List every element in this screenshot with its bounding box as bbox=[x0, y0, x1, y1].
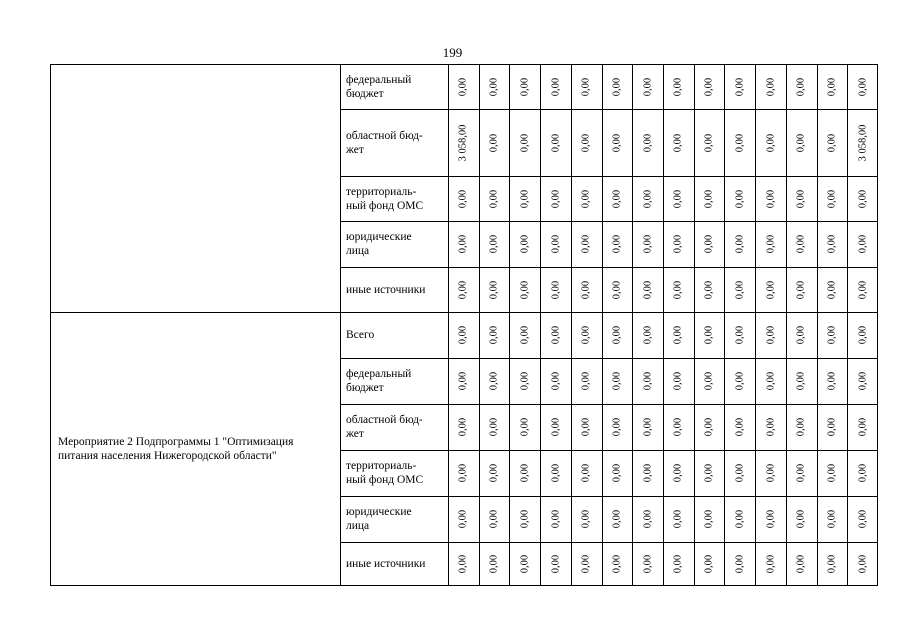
value-cell: 0,00 bbox=[826, 463, 838, 483]
value-cell: 0,00 bbox=[765, 325, 776, 345]
value-cell: 0,00 bbox=[642, 554, 654, 574]
value-cell: 0,00 bbox=[765, 234, 776, 254]
value-cell: 0,00 bbox=[672, 371, 684, 391]
value-cell: 0,00 bbox=[642, 509, 654, 529]
value-cell: 0,00 bbox=[672, 280, 684, 299]
value-cell: 0,00 bbox=[580, 280, 592, 299]
measure-label: федеральный bbox=[346, 368, 412, 380]
value-cell: 0,00 bbox=[672, 554, 684, 574]
value-cell: 0,00 bbox=[734, 554, 746, 574]
measure-label: иные источники bbox=[346, 283, 426, 296]
value-cell: 0,00 bbox=[611, 554, 623, 574]
column-divider bbox=[694, 64, 695, 586]
value-cell: 0,00 bbox=[488, 77, 500, 96]
value-cell: 0,00 bbox=[672, 77, 684, 96]
value-cell: 0,00 bbox=[703, 280, 715, 299]
value-cell: 0,00 bbox=[672, 234, 684, 254]
value-cell: 0,00 bbox=[642, 463, 654, 483]
value-cell: 0,00 bbox=[703, 509, 715, 529]
value-cell: 0,00 bbox=[765, 463, 776, 483]
budget-table bbox=[50, 64, 878, 586]
value-cell: 0,00 bbox=[611, 371, 623, 391]
value-cell: 0,00 bbox=[672, 417, 684, 437]
column-divider bbox=[663, 64, 664, 586]
value-cell: 0,00 bbox=[580, 133, 592, 152]
row-divider bbox=[340, 109, 878, 110]
value-cell: 0,00 bbox=[550, 509, 561, 529]
value-cell: 0,00 bbox=[550, 280, 561, 299]
value-cell: 0,00 bbox=[765, 133, 776, 152]
value-cell: 0,00 bbox=[795, 371, 807, 391]
column-divider bbox=[724, 64, 725, 586]
measure-label: территориаль- bbox=[346, 185, 417, 198]
value-cell: 0,00 bbox=[826, 371, 838, 391]
value-cell: 0,00 bbox=[580, 417, 592, 437]
value-cell: 0,00 bbox=[734, 325, 746, 345]
row-divider bbox=[340, 496, 878, 497]
table-border-top bbox=[50, 64, 878, 65]
page-number: 199 bbox=[442, 45, 463, 60]
value-cell: 0,00 bbox=[703, 234, 715, 254]
measure-label: федеральный bbox=[346, 73, 412, 86]
value-cell: 0,00 bbox=[857, 280, 869, 299]
value-cell: 0,00 bbox=[580, 509, 592, 529]
value-cell: 0,00 bbox=[734, 280, 746, 299]
value-cell: 0,00 bbox=[734, 234, 746, 254]
value-cell: 0,00 bbox=[765, 371, 776, 391]
value-cell: 0,00 bbox=[550, 133, 561, 152]
value-cell: 0,00 bbox=[857, 463, 869, 483]
measure-label: иные источники bbox=[346, 558, 426, 570]
row-divider bbox=[340, 267, 878, 268]
value-cell: 3 058,00 bbox=[457, 124, 469, 161]
value-cell: 0,00 bbox=[488, 371, 500, 391]
value-cell: 0,00 bbox=[826, 417, 838, 437]
value-cell: 0,00 bbox=[611, 463, 623, 483]
value-cell: 0,00 bbox=[672, 325, 684, 345]
value-cell: 0,00 bbox=[519, 371, 531, 391]
value-cell: 0,00 bbox=[611, 77, 623, 96]
value-cell: 0,00 bbox=[457, 463, 469, 483]
value-cell: 0,00 bbox=[642, 371, 654, 391]
section-label: питания населения Нижегородской области" bbox=[58, 450, 277, 462]
measure-label: бюджет bbox=[346, 382, 384, 394]
value-cell: 0,00 bbox=[703, 325, 715, 345]
value-cell: 0,00 bbox=[550, 371, 561, 391]
value-cell: 0,00 bbox=[765, 509, 776, 529]
measure-label: областной бюд- bbox=[346, 414, 423, 426]
value-cell: 0,00 bbox=[672, 133, 684, 152]
value-cell: 0,00 bbox=[519, 77, 531, 96]
value-cell: 0,00 bbox=[488, 509, 500, 529]
value-cell: 0,00 bbox=[826, 280, 838, 299]
value-cell: 0,00 bbox=[826, 189, 838, 208]
value-cell: 0,00 bbox=[795, 189, 807, 208]
value-cell: 0,00 bbox=[734, 371, 746, 391]
measure-label: лица bbox=[346, 520, 370, 532]
measure-label: жет bbox=[346, 428, 364, 440]
value-cell: 0,00 bbox=[795, 554, 807, 574]
measure-label: ный фонд ОМС bbox=[346, 199, 424, 212]
value-cell: 0,00 bbox=[826, 234, 838, 254]
value-cell: 0,00 bbox=[703, 77, 715, 96]
value-cell: 0,00 bbox=[550, 463, 561, 483]
column-divider bbox=[632, 64, 633, 586]
value-cell: 0,00 bbox=[457, 280, 469, 299]
column-divider bbox=[509, 64, 510, 586]
value-cell: 0,00 bbox=[826, 77, 838, 96]
value-cell: 0,00 bbox=[457, 371, 469, 391]
value-cell: 0,00 bbox=[457, 325, 469, 345]
measure-label: Всего bbox=[346, 329, 375, 341]
value-cell: 0,00 bbox=[611, 234, 623, 254]
value-cell: 0,00 bbox=[795, 509, 807, 529]
value-cell: 0,00 bbox=[488, 189, 500, 208]
value-cell: 0,00 bbox=[488, 417, 500, 437]
column-divider bbox=[448, 64, 449, 586]
value-cell: 0,00 bbox=[457, 189, 469, 208]
value-cell: 0,00 bbox=[580, 77, 592, 96]
table-border-bottom bbox=[50, 585, 878, 586]
value-cell: 0,00 bbox=[550, 417, 561, 437]
column-divider bbox=[786, 64, 787, 586]
measure-label: лица bbox=[346, 245, 370, 257]
measure-label: областной бюд- bbox=[346, 129, 423, 142]
value-cell: 0,00 bbox=[703, 463, 715, 483]
measure-label: бюджет bbox=[346, 87, 384, 100]
column-divider bbox=[602, 64, 603, 586]
section-label: Мероприятие 2 Подпрограммы 1 "Оптимизация bbox=[58, 436, 294, 448]
row-divider bbox=[340, 542, 878, 543]
value-cell: 0,00 bbox=[795, 234, 807, 254]
column-divider bbox=[755, 64, 756, 586]
value-cell: 0,00 bbox=[703, 189, 715, 208]
row-divider bbox=[340, 358, 878, 359]
value-cell: 0,00 bbox=[611, 325, 623, 345]
value-cell: 0,00 bbox=[734, 77, 746, 96]
value-cell: 0,00 bbox=[734, 189, 746, 208]
value-cell: 0,00 bbox=[795, 463, 807, 483]
value-cell: 0,00 bbox=[519, 417, 531, 437]
value-cell: 0,00 bbox=[457, 234, 469, 254]
value-cell: 0,00 bbox=[826, 509, 838, 529]
value-cell: 0,00 bbox=[795, 417, 807, 437]
row-divider bbox=[340, 450, 878, 451]
value-cell: 0,00 bbox=[703, 554, 715, 574]
column-divider bbox=[817, 64, 818, 586]
value-cell: 0,00 bbox=[550, 77, 561, 96]
value-cell: 0,00 bbox=[857, 189, 869, 208]
value-cell: 0,00 bbox=[703, 371, 715, 391]
row-divider bbox=[340, 221, 878, 222]
value-cell: 0,00 bbox=[734, 509, 746, 529]
value-cell: 0,00 bbox=[550, 325, 561, 345]
value-cell: 0,00 bbox=[795, 133, 807, 152]
value-cell: 0,00 bbox=[488, 133, 500, 152]
value-cell: 3 058,00 bbox=[857, 124, 869, 161]
value-cell: 0,00 bbox=[488, 325, 500, 345]
value-cell: 0,00 bbox=[765, 554, 776, 574]
measure-label: юридические bbox=[346, 506, 412, 518]
value-cell: 0,00 bbox=[457, 77, 469, 96]
value-cell: 0,00 bbox=[519, 509, 531, 529]
value-cell: 0,00 bbox=[611, 133, 623, 152]
value-cell: 0,00 bbox=[857, 417, 869, 437]
value-cell: 0,00 bbox=[826, 133, 838, 152]
value-cell: 0,00 bbox=[488, 234, 500, 254]
value-cell: 0,00 bbox=[765, 77, 776, 96]
value-cell: 0,00 bbox=[765, 417, 776, 437]
value-cell: 0,00 bbox=[703, 417, 715, 437]
value-cell: 0,00 bbox=[857, 509, 869, 529]
value-cell: 0,00 bbox=[826, 325, 838, 345]
value-cell: 0,00 bbox=[519, 280, 531, 299]
value-cell: 0,00 bbox=[519, 463, 531, 483]
value-cell: 0,00 bbox=[580, 325, 592, 345]
value-cell: 0,00 bbox=[857, 371, 869, 391]
value-cell: 0,00 bbox=[611, 189, 623, 208]
column-divider bbox=[340, 64, 341, 586]
section-divider bbox=[50, 312, 878, 313]
value-cell: 0,00 bbox=[734, 417, 746, 437]
value-cell: 0,00 bbox=[642, 325, 654, 345]
value-cell: 0,00 bbox=[519, 133, 531, 152]
value-cell: 0,00 bbox=[795, 325, 807, 345]
value-cell: 0,00 bbox=[580, 554, 592, 574]
value-cell: 0,00 bbox=[734, 133, 746, 152]
value-cell: 0,00 bbox=[519, 325, 531, 345]
value-cell: 0,00 bbox=[642, 77, 654, 96]
value-cell: 0,00 bbox=[857, 325, 869, 345]
value-cell: 0,00 bbox=[642, 417, 654, 437]
value-cell: 0,00 bbox=[550, 189, 561, 208]
row-divider bbox=[340, 404, 878, 405]
value-cell: 0,00 bbox=[765, 189, 776, 208]
value-cell: 0,00 bbox=[642, 189, 654, 208]
value-cell: 0,00 bbox=[795, 280, 807, 299]
value-cell: 0,00 bbox=[642, 280, 654, 299]
value-cell: 0,00 bbox=[488, 280, 500, 299]
value-cell: 0,00 bbox=[795, 77, 807, 96]
table-border-left bbox=[50, 64, 51, 586]
value-cell: 0,00 bbox=[580, 463, 592, 483]
value-cell: 0,00 bbox=[580, 189, 592, 208]
value-cell: 0,00 bbox=[519, 554, 531, 574]
column-divider bbox=[540, 64, 541, 586]
value-cell: 0,00 bbox=[550, 234, 561, 254]
column-divider bbox=[847, 64, 848, 586]
value-cell: 0,00 bbox=[734, 463, 746, 483]
value-cell: 0,00 bbox=[611, 417, 623, 437]
value-cell: 0,00 bbox=[457, 554, 469, 574]
value-cell: 0,00 bbox=[765, 280, 776, 299]
measure-label: ный фонд ОМС bbox=[346, 474, 424, 486]
value-cell: 0,00 bbox=[857, 234, 869, 254]
value-cell: 0,00 bbox=[611, 280, 623, 299]
value-cell: 0,00 bbox=[703, 133, 715, 152]
value-cell: 0,00 bbox=[457, 417, 469, 437]
column-divider bbox=[479, 64, 480, 586]
value-cell: 0,00 bbox=[857, 554, 869, 574]
row-divider bbox=[340, 176, 878, 177]
value-cell: 0,00 bbox=[488, 554, 500, 574]
value-cell: 0,00 bbox=[672, 509, 684, 529]
value-cell: 0,00 bbox=[642, 234, 654, 254]
value-cell: 0,00 bbox=[672, 189, 684, 208]
table-border-right bbox=[877, 64, 878, 586]
measure-label: территориаль- bbox=[346, 460, 417, 472]
measure-label: юридические bbox=[346, 231, 412, 243]
value-cell: 0,00 bbox=[580, 371, 592, 391]
value-cell: 0,00 bbox=[672, 463, 684, 483]
value-cell: 0,00 bbox=[580, 234, 592, 254]
value-cell: 0,00 bbox=[550, 554, 561, 574]
value-cell: 0,00 bbox=[488, 463, 500, 483]
value-cell: 0,00 bbox=[642, 133, 654, 152]
column-divider bbox=[571, 64, 572, 586]
value-cell: 0,00 bbox=[519, 234, 531, 254]
measure-label: жет bbox=[346, 143, 364, 156]
value-cell: 0,00 bbox=[457, 509, 469, 529]
value-cell: 0,00 bbox=[519, 189, 531, 208]
value-cell: 0,00 bbox=[611, 509, 623, 529]
value-cell: 0,00 bbox=[826, 554, 838, 574]
value-cell: 0,00 bbox=[857, 77, 869, 96]
